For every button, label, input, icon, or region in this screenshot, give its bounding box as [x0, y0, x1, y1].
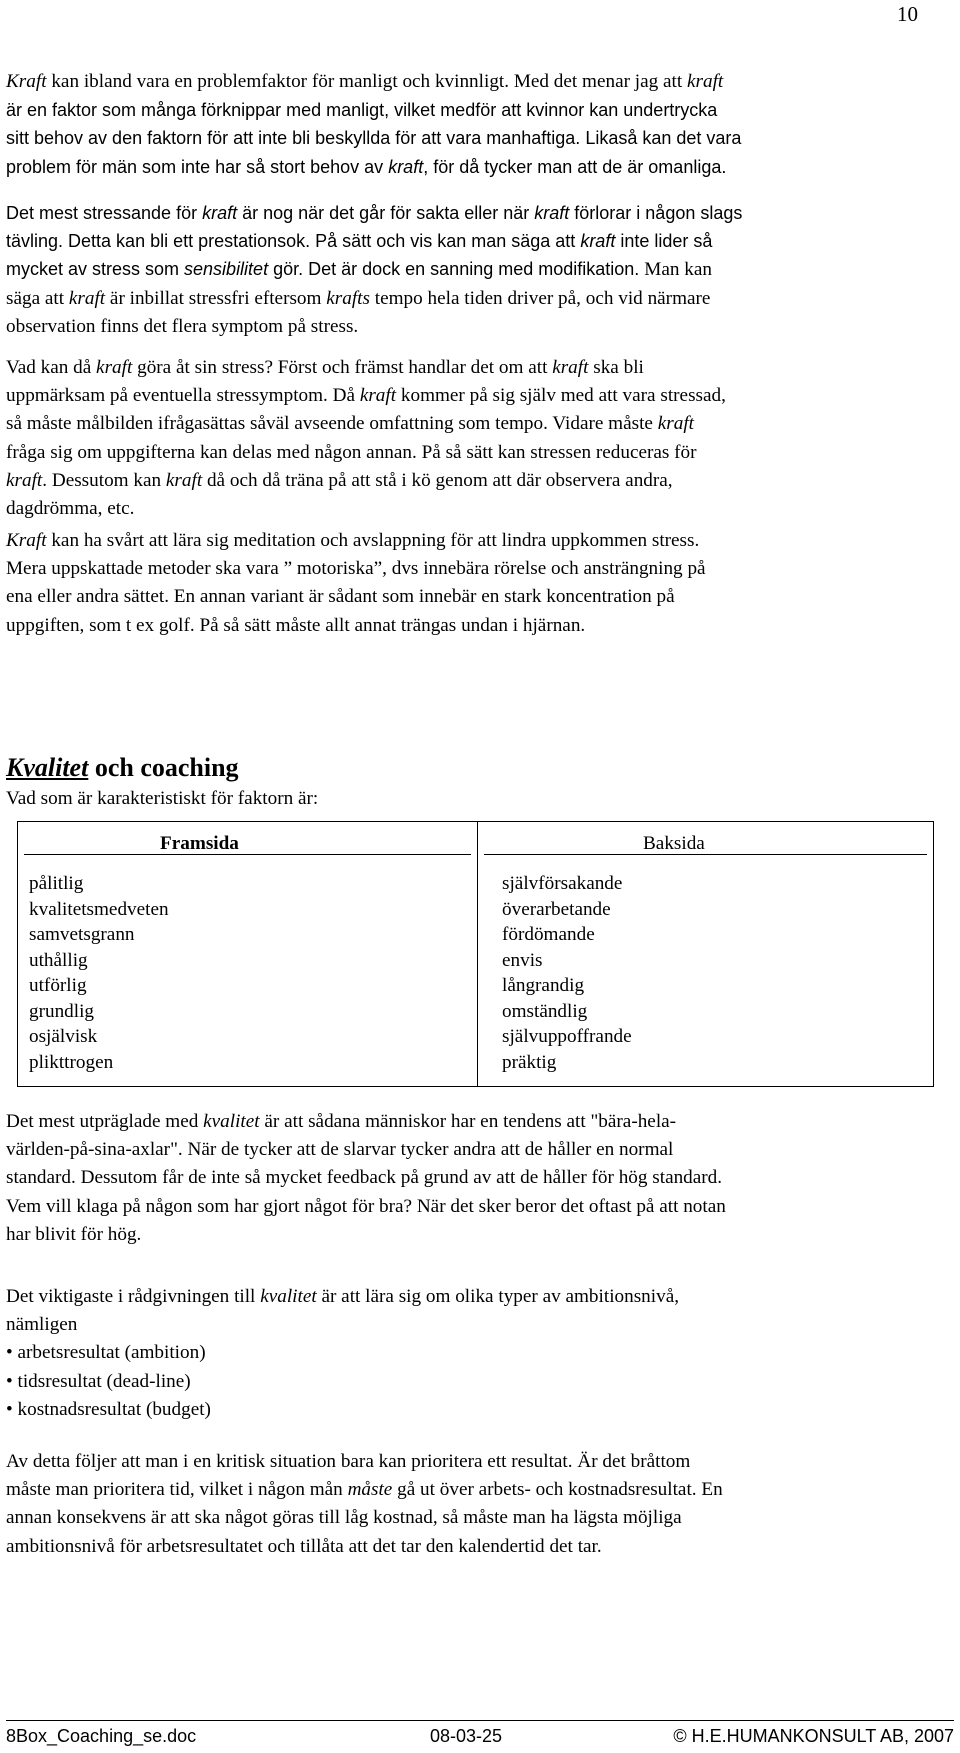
- text-line: Det mest stressande för kraft är nog när det går för sakta eller när kraft förlorar i någon slags: [6, 203, 743, 223]
- text-line: nämligen: [6, 1314, 78, 1336]
- paragraph-kraft-remedy: [6, 354, 956, 523]
- bullet-item: • tidsresultat (dead-line): [6, 1370, 191, 1392]
- bullet-item: • kostnadsresultat (budget): [6, 1398, 211, 1420]
- text-line: observation finns det flera symptom på stress.: [6, 315, 359, 337]
- text-line: uppgiften, som t ex golf. På så sätt måste allt annat trängas undan i hjärnan.: [6, 614, 586, 636]
- text-line: sitt behov av den faktorn för att inte bli beskyllda för att vara manhaftiga. Likaså kan det vara: [6, 128, 742, 149]
- section-heading: [6, 753, 239, 783]
- text-line: uppmärksam på eventuella stressymptom. Då kraft kommer på sig själv med att vara stressad,: [6, 385, 726, 407]
- text-line: Kraft kan ibland vara en problemfaktor för manligt och kvinnligt. Med det menar jag att kraft: [6, 71, 724, 92]
- back-header: Baksida: [643, 833, 705, 854]
- text-line: Mera uppskattade metoder ska vara ” motoriska”, dvs innebära rörelse och ansträngning på: [6, 558, 706, 580]
- footer-divider: [6, 1720, 954, 1721]
- trait-item: självförsakande: [502, 873, 623, 894]
- footer-date: 08-03-25: [430, 1726, 503, 1746]
- bullet-item: • arbetsresultat (ambition): [6, 1342, 206, 1364]
- text-line: Det viktigaste i rådgivningen till kvalitet är att lära sig om olika typer av ambitionsnivå,: [6, 1286, 680, 1307]
- trait-item: överarbetande: [502, 899, 611, 920]
- text-line: kraft. Dessutom kan kraft då och då träna på att stå i kö genom att där observera andra,: [6, 469, 673, 491]
- trait-item: långrandig: [502, 975, 585, 996]
- text-line: dagdrömma, etc.: [6, 498, 135, 520]
- text-line: är en faktor som många förknippar med manligt, vilket medför att kvinnor kan undertrycka: [6, 100, 718, 121]
- page-footer: [0, 1720, 960, 1753]
- header-divider: [484, 854, 927, 855]
- trait-item: självuppoffrande: [502, 1026, 632, 1047]
- trait-item: envis: [502, 950, 543, 971]
- text-line: Det mest utpräglade med kvalitet är att sådana människor har en tendens att "bära-hela-: [6, 1111, 677, 1132]
- text-line: måste man prioritera tid, vilket i någon mån måste gå ut över arbets- och kostnadsresultat. En: [6, 1479, 723, 1501]
- back-column: [478, 822, 933, 1086]
- trait-item: uthållig: [29, 950, 88, 971]
- text-line: tävling. Detta kan bli ett prestationsok. På sätt och vis kan man säga att kraft inte lider så: [6, 231, 713, 252]
- paragraph-kraft-methods: [6, 527, 956, 640]
- trait-item: plikttrogen: [29, 1052, 114, 1073]
- section-intro: Vad som är karakteristiskt för faktorn är:: [6, 788, 319, 809]
- text-line: säga att kraft är inbillat stressfri eftersom krafts tempo hela tiden driver på, och vid närmare: [6, 287, 711, 309]
- trait-table: [17, 821, 934, 1087]
- paragraph-kvalitet-advice: [6, 1283, 956, 1424]
- text-line: Av detta följer att man i en kritisk situation bara kan prioritera ett resultat. Är det bråttom: [6, 1451, 691, 1472]
- text-line: Vad kan då kraft göra åt sin stress? Först och främst handlar det om att kraft ska bli: [6, 357, 644, 378]
- text-line: världen-på-sina-axlar". När de tycker att de slarvar tycker andra att de håller en normal: [6, 1139, 674, 1161]
- paragraph-kraft-gender: [6, 68, 956, 181]
- trait-item: utförlig: [29, 975, 87, 996]
- paragraph-kvalitet-priorities: [6, 1448, 956, 1561]
- footer-copyright: © H.E.HUMANKONSULT AB, 2007: [673, 1726, 954, 1746]
- text-line: ambitionsnivå för arbetsresultatet och tillåta att det tar den kalendertid det tar.: [6, 1535, 602, 1557]
- text-line: mycket av stress som sensibilitet gör. Det är dock en sanning med modifikation. Man kan: [6, 259, 712, 281]
- text-line: annan konsekvens är att ska något göras till låg kostnad, så måste man ha lägsta möjliga: [6, 1507, 682, 1529]
- trait-item: fördömande: [502, 924, 595, 945]
- paragraph-kvalitet-traits: [6, 1108, 956, 1249]
- text-line: fråga sig om uppgifterna kan delas med någon annan. På så sätt kan stressen reduceras för: [6, 441, 697, 463]
- trait-item: pålitlig: [29, 873, 84, 894]
- heading-rest: och coaching: [88, 753, 239, 782]
- page-number: 10: [897, 2, 918, 26]
- text-line: ena eller andra sättet. En annan variant är sådant som innebär en stark koncentration på: [6, 586, 675, 608]
- text-line: så måste målbilden ifrågasättas såväl avseende omfattning som tempo. Vidare måste kraft: [6, 413, 694, 435]
- text-line: problem för män som inte har så stort behov av kraft, för då tycker man att de är omanliga.: [6, 156, 727, 177]
- front-column: [18, 822, 478, 1086]
- paragraph-kraft-stress: [6, 199, 956, 341]
- footer-filename: 8Box_Coaching_se.doc: [6, 1726, 197, 1746]
- heading-keyword: Kvalitet: [6, 753, 89, 782]
- text-line: Kraft kan ha svårt att lära sig meditation och avslappning för att lindra uppkommen stress.: [6, 530, 700, 551]
- trait-item: samvetsgrann: [29, 924, 135, 945]
- trait-item: präktig: [502, 1052, 557, 1073]
- text-line: Vem vill klaga på någon som har gjort något för bra? När det sker beror det oftast på att notan: [6, 1195, 726, 1217]
- trait-item: osjälvisk: [29, 1026, 98, 1047]
- trait-item: kvalitetsmedveten: [29, 899, 169, 920]
- front-header: Framsida: [160, 833, 239, 854]
- text-line: har blivit för hög.: [6, 1223, 142, 1245]
- header-divider: [24, 854, 471, 855]
- trait-item: omständlig: [502, 1001, 588, 1022]
- text-line: standard. Dessutom får de inte så mycket feedback på grund av att de håller för hög standard.: [6, 1167, 723, 1189]
- trait-item: grundlig: [29, 1001, 95, 1022]
